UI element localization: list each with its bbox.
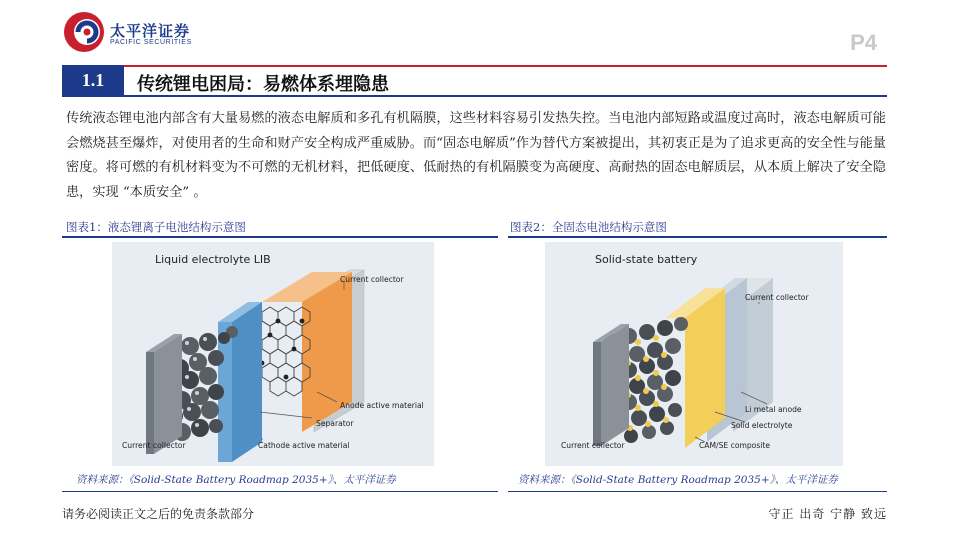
- fig2-title: Solid-state battery: [595, 253, 698, 266]
- fig1-label-cathode: Cathode active material: [258, 441, 350, 450]
- fig2-left-collector-edge: [593, 342, 601, 446]
- pacific-securities-logo-icon: [62, 10, 106, 54]
- fig1-left-collector-face: [154, 334, 182, 454]
- logo-en-text: PACIFIC SECURITIES: [110, 39, 192, 46]
- section-title-red-rule: [124, 65, 887, 67]
- fig1-label-current-collector-bottom: Current collector: [122, 441, 186, 450]
- fig1-left-collector-edge: [146, 352, 154, 454]
- fig2-label-composite: CAM/SE composite: [699, 441, 771, 450]
- fig1-separator-side: [232, 302, 262, 462]
- figure-1-caption: 图表1：液态锂离子电池结构示意图: [66, 220, 246, 234]
- fig1-lithium-dots: [260, 319, 305, 380]
- figure-1-source-rule: [62, 491, 498, 492]
- fig2-left-collector-face: [601, 324, 629, 446]
- figure-2-caption: 图表2：全固态电池结构示意图: [510, 220, 667, 234]
- fig2-label-current-collector-top: Current collector: [745, 293, 809, 302]
- figure-2-source: 资料来源：《Solid-State Battery Roadmap 2035+》、太平洋证券: [518, 474, 838, 486]
- section-title-blue-rule: [62, 95, 887, 97]
- fig1-title: Liquid electrolyte LIB: [155, 253, 271, 266]
- logo-cn-text: 太平洋证券: [110, 22, 191, 40]
- body-paragraph: 传统液态锂电池内部含有大量易燃的液态电解质和多孔有机隔膜，这些材料容易引发热失控。当电池内部短路或温度过高时，液态电解质可能会燃烧甚至爆炸，对使用者的生命和财产安全构成严重威胁。而“固态电解质”作为替代方案被提出，其初衷正是为了追求更高的安全性与能量密度。将可燃的有机材料变为不可燃的无机材料，把低硬度、低耐热的有机隔膜变为高硬度、高耐热的固态电解质层，从本质上解决了安全隐患，实现 “本质安全” 。: [66, 111, 886, 200]
- figure-1-source: 资料来源：《Solid-State Battery Roadmap 2035+》、太平洋证券: [76, 474, 396, 486]
- section-title: 传统锂电困局：易燃体系埋隐患: [137, 74, 389, 95]
- page-number: P4: [850, 30, 877, 55]
- fig2-label-current-collector-bottom: Current collector: [561, 441, 625, 450]
- figure-1-liquid-lib-diagram: [112, 242, 434, 466]
- footer-disclaimer: 请务必阅读正文之后的免责条款部分: [62, 507, 255, 521]
- footer-motto: 守正 出奇 宁静 致远: [768, 507, 887, 521]
- figure-2-source-rule: [508, 491, 887, 492]
- fig2-label-li-metal: Li metal anode: [745, 405, 802, 414]
- fig1-label-anode: Anode active material: [340, 401, 424, 410]
- figure-1-caption-rule: [62, 236, 498, 238]
- figure-2-solid-state-diagram: [545, 242, 843, 466]
- figure-2-caption-rule: [508, 236, 887, 238]
- fig1-label-separator: Separator: [316, 419, 354, 428]
- section-number-badge: 1.1: [62, 65, 124, 96]
- fig1-label-current-collector-top: Current collector: [340, 275, 404, 284]
- fig2-label-solid-electrolyte: Solid electrolyte: [731, 421, 793, 430]
